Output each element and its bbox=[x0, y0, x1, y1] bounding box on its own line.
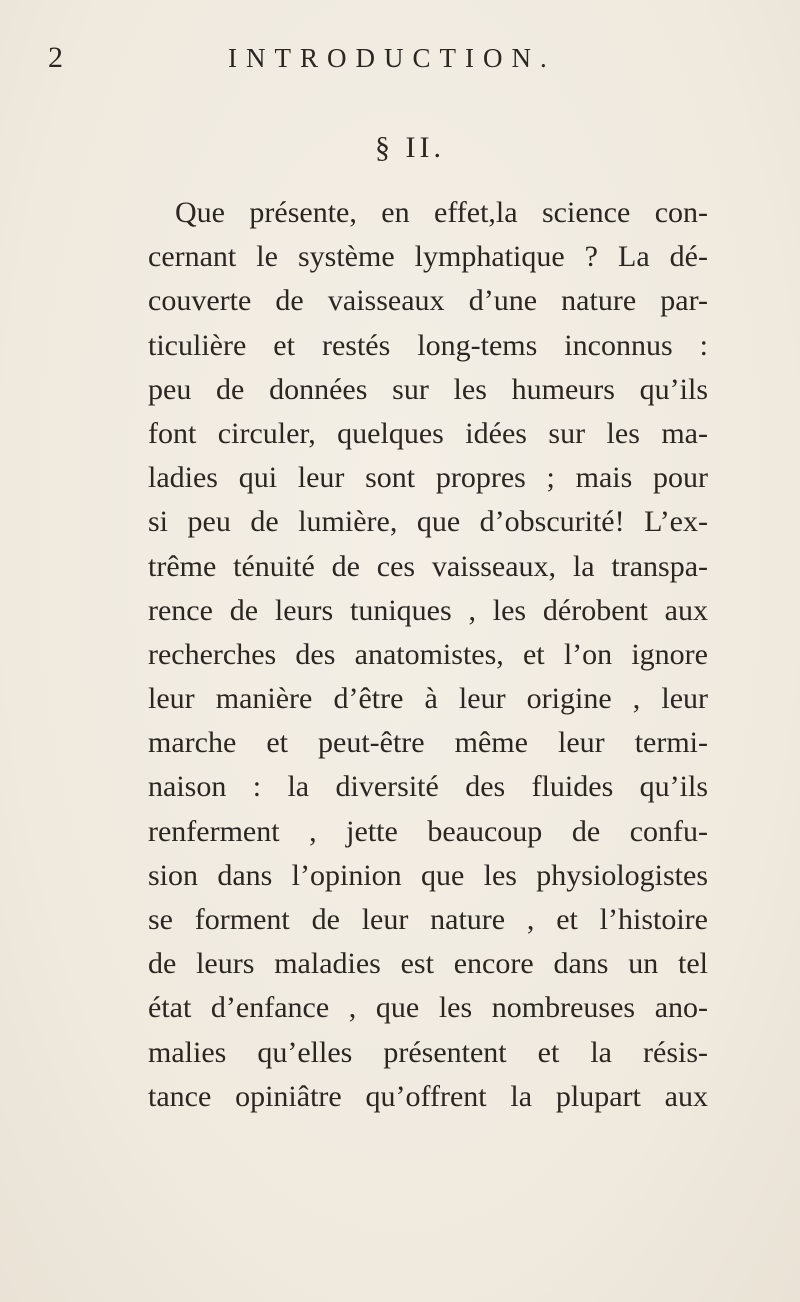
text-line: naison : la diversité des fluides qu’ils bbox=[148, 770, 708, 804]
text-line: couverte de vaisseaux d’une nature par- bbox=[148, 284, 708, 318]
body-paragraph bbox=[148, 191, 708, 1119]
text-line: sion dans l’opinion que les physiologistes bbox=[148, 858, 708, 892]
text-line: ladies qui leur sont propres ; mais pour bbox=[148, 461, 708, 495]
text-line: renferment , jette beaucoup de confu- bbox=[148, 814, 708, 848]
text-line: Que présente, en effet,la science con- bbox=[175, 196, 708, 229]
text-line: ticulière et restés long-tems inconnus : bbox=[148, 328, 708, 362]
text-line: se forment de leur nature , et l’histoire bbox=[148, 903, 708, 936]
text-line: si peu de lumière, que d’obscurité! L’ex- bbox=[148, 505, 708, 539]
text-line: malies qu’elles présentent et la résis- bbox=[148, 1035, 708, 1069]
text-line: de leurs maladies est encore dans un tel bbox=[148, 947, 708, 981]
text-line: marche et peut-être même leur termi- bbox=[148, 726, 708, 760]
text-line: peu de données sur les humeurs qu’ils bbox=[148, 372, 708, 406]
text-line: trême ténuité de ces vaisseaux, la transpa- bbox=[148, 549, 708, 583]
text-line: recherches des anatomistes, et l’on ignore bbox=[148, 637, 708, 671]
text-line: cernant le système lymphatique ? La dé- bbox=[148, 240, 708, 274]
section-heading: § II. bbox=[375, 131, 445, 164]
text-line: leur manière d’être à leur origine , leur bbox=[148, 682, 708, 716]
page-number: 2 bbox=[48, 41, 63, 74]
running-head: INTRODUCTION. bbox=[228, 43, 556, 73]
page-header bbox=[0, 38, 800, 78]
text-line: font circuler, quelques idées sur les ma- bbox=[148, 416, 708, 450]
text-line: tance opiniâtre qu’offrent la plupart aux bbox=[148, 1079, 708, 1113]
text-line: état d’enfance , que les nombreuses ano- bbox=[148, 991, 708, 1025]
text-line: rence de leurs tuniques , les dérobent aux bbox=[148, 593, 708, 627]
